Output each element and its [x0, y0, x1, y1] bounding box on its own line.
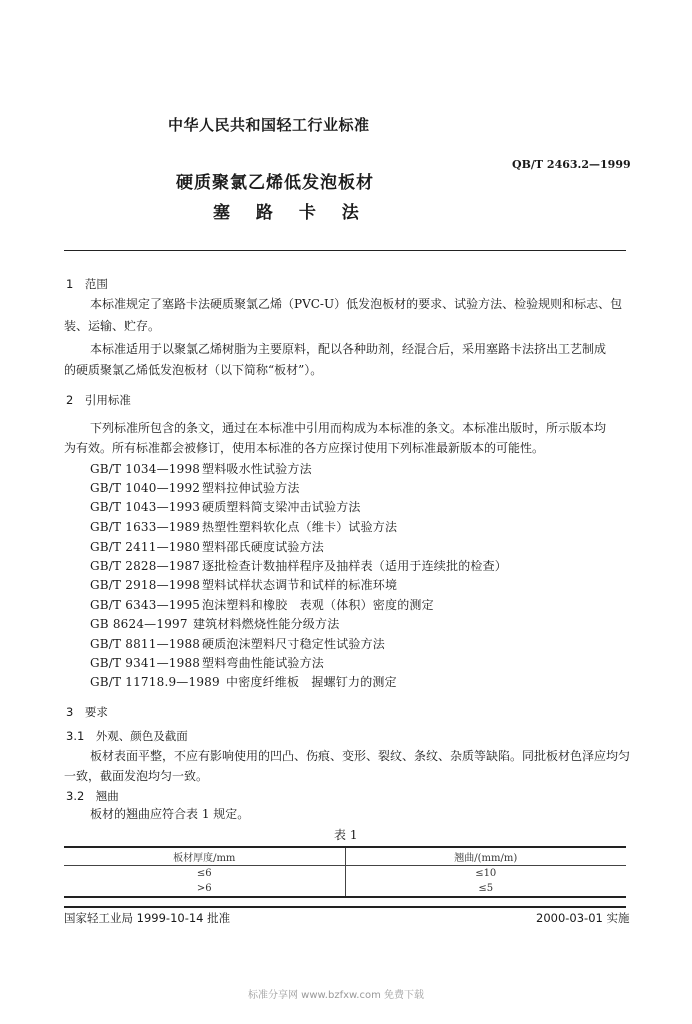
- reference-title: 逐批检查计数抽样程序及抽样表（适用于连续批的检查）: [202, 559, 508, 573]
- reference-title: 塑料吸水性试验方法: [202, 462, 312, 476]
- reference-item: [90, 518, 397, 535]
- reference-item: [90, 654, 324, 671]
- table-header-cell: 板材厚度/mm: [64, 847, 345, 866]
- reference-code: GB/T 11718.9—1989: [90, 675, 220, 689]
- reference-title: 泡沫塑料和橡胶 表观（体积）密度的测定: [202, 598, 434, 612]
- reference-code: GB/T 1040—1992: [90, 481, 201, 495]
- reference-title: 塑料弯曲性能试验方法: [202, 656, 325, 670]
- reference-item: [90, 596, 434, 613]
- standard-code: QB/T 2463.2—1999: [512, 158, 631, 171]
- watermark-text: 标准分享网 www.bzfxw.com 免费下载: [248, 990, 424, 1001]
- reference-item: [90, 615, 339, 632]
- reference-item: [90, 538, 324, 555]
- table-header-cell: 翘曲/(mm/m): [345, 847, 626, 866]
- table-cell: ≤10: [345, 866, 626, 882]
- reference-code: GB/T 8811—1988: [90, 637, 201, 651]
- reference-title: 建筑材料燃烧性能分级方法: [193, 617, 340, 631]
- table-cell: ≤6: [64, 866, 345, 882]
- reference-title: 硬质泡沫塑料尺寸稳定性试验方法: [202, 637, 386, 651]
- table-caption: 表 1: [334, 828, 358, 842]
- header-rule: [64, 250, 626, 251]
- reference-title: 硬质塑料简支梁冲击试验方法: [202, 500, 361, 514]
- section-1-para1-line2: 装、运输、贮存。: [64, 319, 161, 333]
- section-2-para-line1: 下列标准所包含的条文，通过在本标准中引用而构成为本标准的条文。本标准出版时，所示版本均: [90, 421, 607, 435]
- warp-table: [64, 846, 626, 898]
- section-1-heading: 1 范围: [66, 277, 108, 291]
- reference-title: 塑料拉伸试验方法: [202, 481, 300, 495]
- reference-item: [90, 635, 385, 652]
- table-cell: ≤5: [345, 881, 626, 897]
- reference-item: [90, 576, 397, 593]
- reference-title: 热塑性塑料软化点（维卡）试验方法: [202, 520, 398, 534]
- section-1-para2-line1: 本标准适用于以聚氯乙烯树脂为主要原料，配以各种助剂，经混合后，采用塞路卡法挤出工艺制成: [90, 342, 607, 356]
- reference-code: GB/T 2918—1998: [90, 578, 201, 592]
- reference-item: [90, 673, 397, 690]
- reference-code: GB/T 2411—1980: [90, 540, 201, 554]
- reference-code: GB/T 6343—1995: [90, 598, 201, 612]
- reference-item: [90, 498, 361, 515]
- table-row: [64, 881, 626, 897]
- section-2-heading: 2 引用标准: [66, 393, 131, 407]
- doc-subtitle: 塞 路 卡 法: [213, 203, 369, 223]
- reference-code: GB/T 1633—1989: [90, 520, 201, 534]
- doc-title: 硬质聚氯乙烯低发泡板材: [176, 173, 374, 193]
- reference-title: 塑料试样状态调节和试样的标准环境: [202, 578, 398, 592]
- reference-title: 塑料邵氏硬度试验方法: [202, 540, 325, 554]
- footer-rule: [64, 906, 626, 908]
- reference-code: GB/T 2828—1987: [90, 559, 201, 573]
- section-3-1-line1: 板材表面平整，不应有影响使用的凹凸、伤痕、变形、裂纹、条纹、杂质等缺陷。同批板材色泽应均匀: [90, 749, 631, 763]
- reference-code: GB/T 9341—1988: [90, 656, 201, 670]
- issuing-org: 中华人民共和国轻工行业标准: [168, 116, 370, 134]
- reference-code: GB/T 1043—1993: [90, 500, 201, 514]
- table-cell: >6: [64, 881, 345, 897]
- reference-title: 中密度纤维板 握螺钉力的测定: [226, 675, 397, 689]
- table-row: [64, 866, 626, 882]
- section-3-1-line2: 一致，截面发泡均匀一致。: [64, 769, 209, 783]
- implementation-date: 2000-03-01 实施: [536, 911, 630, 925]
- section-3-2-line1: 板材的翘曲应符合表 1 规定。: [90, 807, 250, 821]
- section-1-para1-line1: 本标准规定了塞路卡法硬质聚氯乙烯（PVC-U）低发泡板材的要求、试验方法、检验规则和标志、包: [90, 297, 623, 311]
- table-header-row: [64, 847, 626, 866]
- reference-item: [90, 557, 507, 574]
- section-3-1-heading: 3.1 外观、颜色及截面: [66, 729, 188, 743]
- approval-info: 国家轻工业局 1999-10-14 批准: [64, 911, 231, 925]
- reference-item: [90, 460, 312, 477]
- reference-code: GB 8624—1997: [90, 617, 188, 631]
- reference-code: GB/T 1034—1998: [90, 462, 201, 476]
- section-3-heading: 3 要求: [66, 705, 108, 719]
- section-1-para2-line2: 的硬质聚氯乙烯低发泡板材（以下简称“板材”）。: [64, 363, 323, 377]
- section-2-para-line2: 为有效。所有标准都会被修订，使用本标准的各方应探讨使用下列标准最新版本的可能性。: [64, 441, 545, 455]
- reference-item: [90, 479, 300, 496]
- section-3-2-heading: 3.2 翘曲: [66, 789, 119, 803]
